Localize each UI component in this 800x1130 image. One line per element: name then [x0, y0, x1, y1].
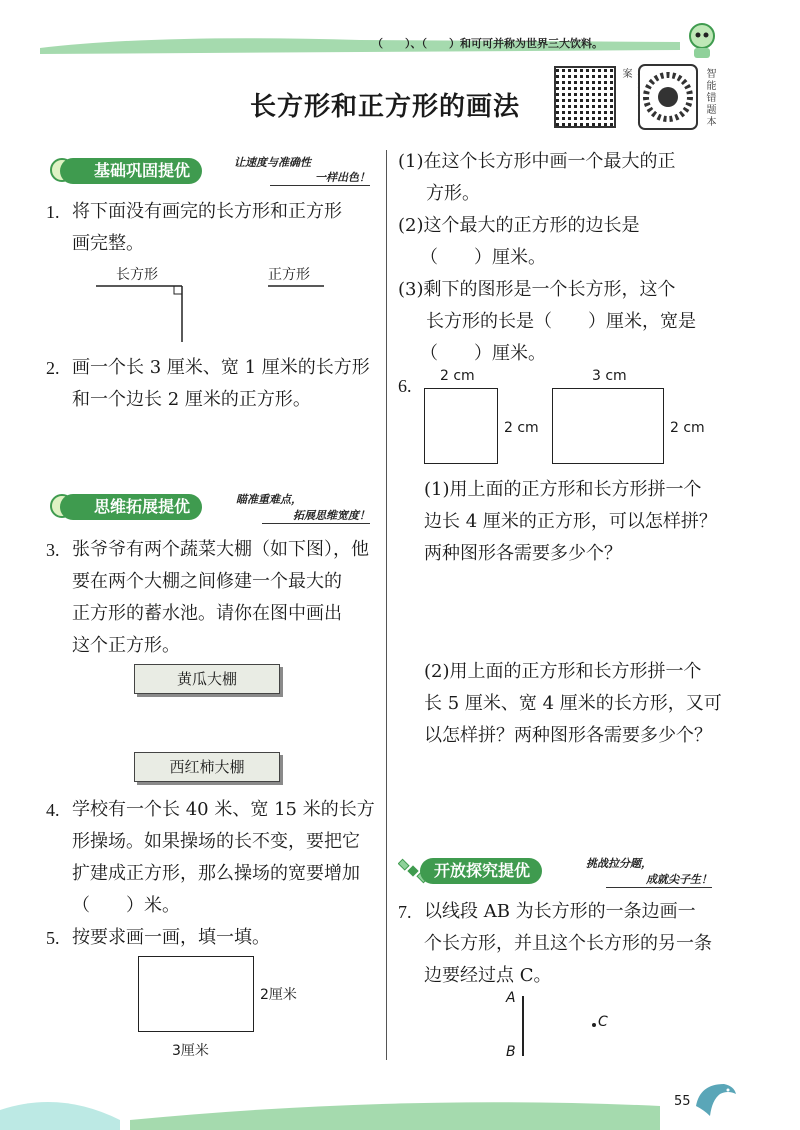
q5-text-line1: 按要求画一画，填一填。	[72, 927, 270, 948]
q5-side-label: 2厘米	[260, 987, 297, 1003]
q6-square-side-label: 2 cm	[504, 420, 539, 436]
q1-number: 1.	[46, 202, 60, 222]
q5-bottom-label: 3厘米	[172, 1043, 209, 1059]
point-b-label: B	[506, 1044, 516, 1060]
point-a-label: A	[506, 990, 516, 1006]
q6-sub2-line2: 长 5 厘米、宽 4 厘米的长方形，又可	[424, 693, 722, 714]
q5-sub3-line1: (3)剩下的图形是一个长方形，这个	[398, 279, 676, 300]
section-open-slogan-1: 挑战拉分题，	[586, 857, 652, 870]
column-divider	[386, 150, 387, 1060]
point-c-dot	[592, 1023, 596, 1027]
q5-sub2-line1: (2)这个最大的正方形的边长是	[398, 215, 640, 236]
q3-text-line4: 这个正方形。	[72, 635, 180, 656]
q2-number: 2.	[46, 358, 60, 378]
q1-text-line2: 画完整。	[72, 233, 144, 254]
q1-text-line1: 将下面没有画完的长方形和正方形	[72, 201, 342, 222]
section-basic-slogan-2: 一样出色！	[270, 170, 370, 186]
q5-rectangle	[138, 956, 254, 1032]
q3-text-line1: 张爷爷有两个蔬菜大棚（如下图），他	[72, 539, 369, 560]
q5-sub3-line2: 长方形的长是（ ）厘米，宽是	[426, 311, 696, 332]
q6-rect-side-label: 2 cm	[670, 420, 705, 436]
dolphin-icon	[690, 1076, 740, 1120]
segment-ab	[522, 996, 524, 1056]
point-c-label: C	[598, 1014, 608, 1030]
section-open-title: 开放探究提优	[420, 858, 542, 884]
q5-sub3-line3: （ ）厘米。	[420, 343, 546, 364]
section-thinking-title: 思维拓展提优	[60, 494, 202, 520]
qr-code-wrongbook-icon[interactable]	[638, 64, 698, 130]
q3-text-line3: 正方形的蓄水池。请你在图中画出	[72, 603, 342, 624]
q6-rect-top-label: 3 cm	[592, 368, 627, 384]
q2-text-line1: 画一个长 3 厘米、宽 1 厘米的长方形	[72, 357, 370, 378]
q3-text-line2: 要在两个大棚之间修建一个最大的	[72, 571, 342, 592]
q6-sub2-line1: (2)用上面的正方形和长方形拼一个	[424, 661, 702, 682]
q6-sub1-line3: 两种图形各需要多少个？	[424, 543, 622, 564]
q6-square	[424, 388, 498, 464]
cucumber-greenhouse-box: 黄瓜大棚	[134, 664, 280, 694]
q7-text-line3: 边要经过点 C。	[424, 965, 552, 986]
q7-number: 7.	[398, 902, 412, 922]
page-title: 长方形和正方形的画法	[250, 92, 521, 122]
q6-sub1-line2: 边长 4 厘米的正方形，可以怎样拼？	[424, 511, 717, 532]
q2-text-line2: 和一个边长 2 厘米的正方形。	[72, 389, 311, 410]
q4-text-line4: （ ）米。	[72, 895, 180, 916]
qr-code-video-icon[interactable]	[554, 66, 616, 128]
q5-sub1-line2: 方形。	[426, 183, 480, 204]
tomato-greenhouse-box: 西红柿大棚	[134, 752, 280, 782]
q6-square-top-label: 2 cm	[440, 368, 475, 384]
q4-text-line2: 形操场。如果操场的长不变，要把它	[72, 831, 360, 852]
section-thinking-slogan-1: 瞄准重难点，	[236, 493, 302, 506]
q6-sub2-line3: 以怎样拼？两种图形各需要多少个？	[424, 725, 712, 746]
q6-rectangle	[552, 388, 664, 464]
q6-sub1-line1: (1)用上面的正方形和长方形拼一个	[424, 479, 702, 500]
section-thinking-slogan-2: 拓展思维宽度！	[262, 508, 370, 524]
section-basic-slogan-1: 让速度与准确性	[234, 156, 311, 169]
header-tip: （ ）、（ ）和可可并称为世界三大饮料。	[372, 37, 603, 50]
section-open-slogan-2: 成就尖子生！	[606, 872, 712, 888]
qr-left-label: 案	[620, 68, 631, 80]
q7-text-line2: 个长方形，并且这个长方形的另一条	[424, 933, 712, 954]
q1-figure	[90, 280, 340, 344]
q3-number: 3.	[46, 540, 60, 560]
q5-sub1-line1: (1)在这个长方形中画一个最大的正	[398, 151, 676, 172]
q4-text-line1: 学校有一个长 40 米、宽 15 米的长方	[72, 799, 375, 820]
section-basic-title: 基础巩固提优	[60, 158, 202, 184]
q6-number: 6.	[398, 376, 412, 396]
page-number: 55	[674, 1094, 691, 1109]
q5-number: 5.	[46, 928, 60, 948]
q7-text-line1: 以线段 AB 为长方形的一条边画一	[424, 901, 696, 922]
q4-text-line3: 扩建成正方形，那么操场的宽要增加	[72, 863, 360, 884]
qr-right-label: 智能错题本	[704, 68, 715, 128]
q1-rect-label: 长方形	[116, 267, 158, 283]
q4-number: 4.	[46, 800, 60, 820]
q1-square-label: 正方形	[268, 267, 310, 283]
q5-sub2-line2: （ ）厘米。	[420, 247, 546, 268]
robot-mascot-icon	[684, 20, 720, 60]
